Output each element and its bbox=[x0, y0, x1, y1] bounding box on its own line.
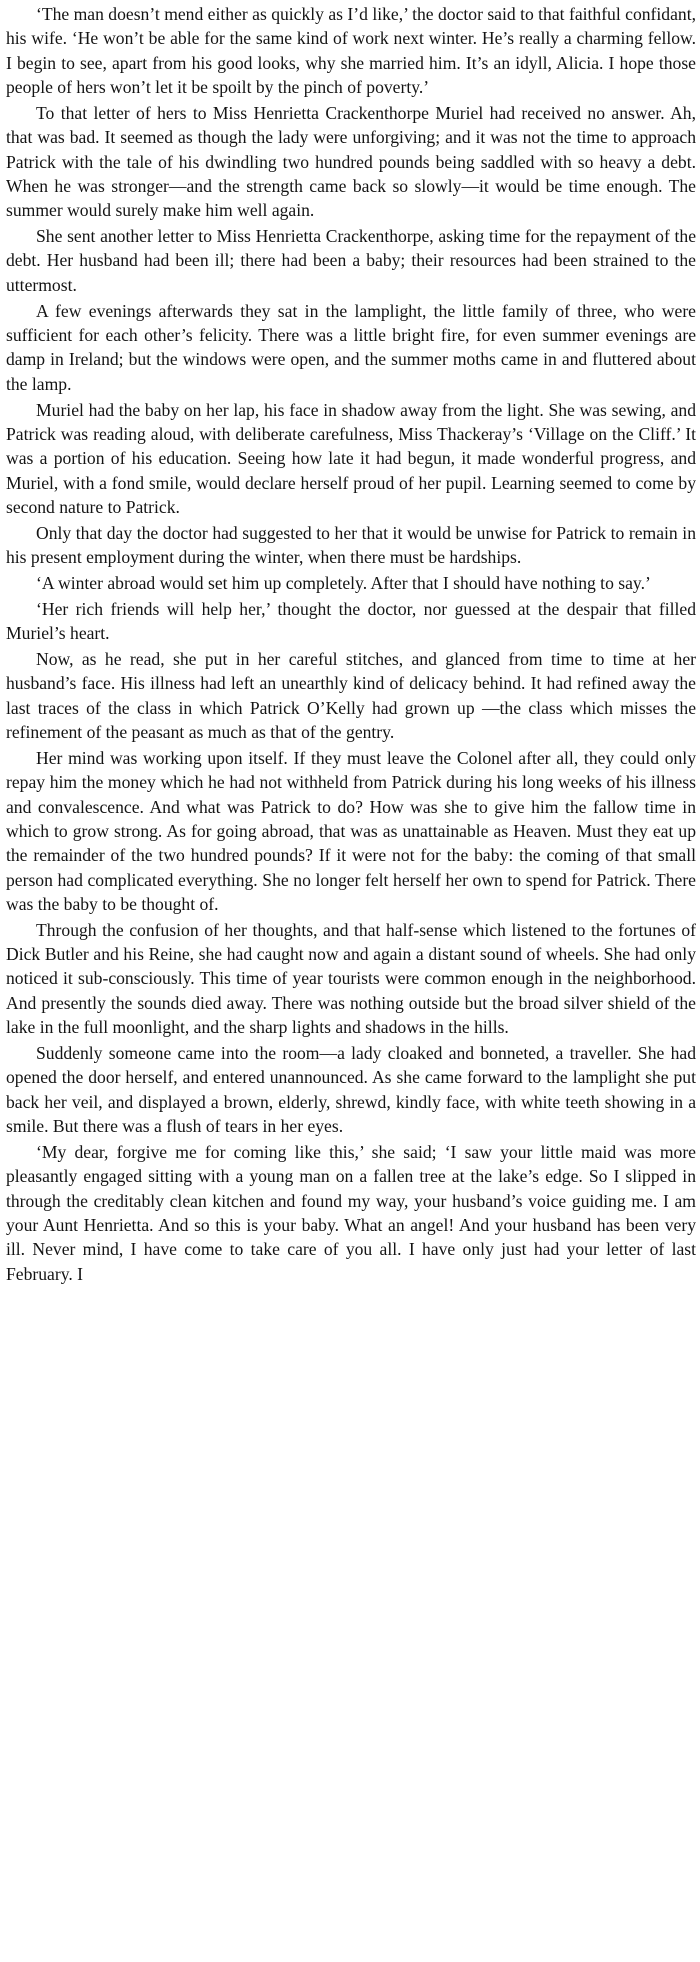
paragraph-10: Her mind was working upon itself. If they must leave the Colonel after all, they could only repay him the money which he had not withheld from Patrick during his long weeks of his illness and convalescence. And what was Patrick to do? How was she to give him the fallow time in which to grow strong. As for going abroad, that was as unattainable as Heaven. Must they eat up the remainder of the two hundred pounds? If it were not for the baby: the coming of that small person had complicated everything. She no longer felt herself her own to spend for Patrick. There was the baby to be thought of. bbox=[6, 747, 696, 914]
paragraph-7: ‘A winter abroad would set him up completely. After that I should have nothing to say.’ bbox=[36, 572, 651, 593]
paragraph-12: Suddenly someone came into the room—a lady cloaked and bonneted, a traveller. She had opened the door herself, and entered unannounced. As she came forward to the lamplight she put back her veil, and displayed a brown, elderly, shrewd, kindly face, with white teeth showing in a smile. But there was a flush of tears in her eyes. bbox=[6, 1042, 696, 1136]
paragraph-5: Muriel had the baby on her lap, his face in shadow away from the light. She was sewing, and Patrick was reading aloud, with deliberate carefulness, Miss Thackeray’s ‘Village on the Cliff.’ It was a portion of his education. Seeing how late it had begun, it made wonderful progress, and Muriel, with a fond smile, would declare herself proud of her pupil. Learning seemed to come by second nature to Patrick. bbox=[6, 399, 696, 517]
paragraph-2: To that letter of hers to Miss Henrietta Crackenthorpe Muriel had received no answer. Ah, that was bad. It seemed as though the lady were unforgiving; and it was not the time to approach Patrick with the tale of his dwindling two hundred pounds being saddled with so heavy a debt. When he was stronger—and the strength came back so slowly—it would be time enough. The summer would surely make him well again. bbox=[6, 102, 696, 221]
paragraph-11: Through the confusion of her thoughts, and that half-sense which listened to the fortunes of Dick Butler and his Reine, she had caught now and again a distant sound of wheels. She had only noticed it sub-consciously. This time of year tourists were common enough in the neighborhood. And presently the sounds died away. There was nothing outside but the broad silver shield of the lake in the full moonlight, and the sharp lights and shadows in the hills. bbox=[6, 919, 696, 1038]
paragraph-6: Only that day the doctor had suggested to her that it would be unwise for Patrick to remain in his present employment during the winter, when there must be hardships. bbox=[6, 522, 696, 568]
paragraph-4: A few evenings afterwards they sat in the lamplight, the little family of three, who were sufficient for each other’s felicity. There was a little bright fire, for even summer evenings are damp in Ireland; but the windows were open, and the summer moths came in and fluttered about the lamp. bbox=[6, 300, 696, 394]
paragraph-13: ‘My dear, forgive me for coming like this,’ she said; ‘I saw your little maid was more pleasantly engaged sitting with a young man on a fallen tree at the lake’s edge. So I slipped in through the creditably clean kitchen and found my way, your husband’s voice guiding me. I am your Aunt Henrietta. And so this is your baby. What an angel! And your husband has been very ill. Never mind, I have come to take care of you all. I have only just had your letter of last February. I bbox=[6, 1141, 696, 1284]
paragraph-3: She sent another letter to Miss Henrietta Crackenthorpe, asking time for the repayment of the debt. Her husband had been ill; there had been a baby; their resources had been strained to the uttermost. bbox=[6, 226, 696, 295]
paragraph-8: ‘Her rich friends will help her,’ thought the doctor, nor guessed at the despair that filled Muriel’s heart. bbox=[6, 598, 696, 644]
paragraph-9: Now, as he read, she put in her careful stitches, and glanced from time to time at her husband’s face. His illness had left an unearthly kind of delicacy behind. It had refined away the last traces of the class in which Patrick O’Kelly had grown up —the class which misses the refinement of the peasant as much as that of the gentry. bbox=[6, 648, 696, 742]
paragraph-1: ‘The man doesn’t mend either as quickly as I’d like,’ the doctor said to that faithful confidant, his wife. ‘He won’t be able for the same kind of work next winter. He’s really a charming fellow. I begin to see, apart from his good looks, why she married him. It’s an idyll, Alicia. I hope those people of hers won’t let it be spoilt by the pinch of poverty.’ bbox=[6, 4, 696, 98]
